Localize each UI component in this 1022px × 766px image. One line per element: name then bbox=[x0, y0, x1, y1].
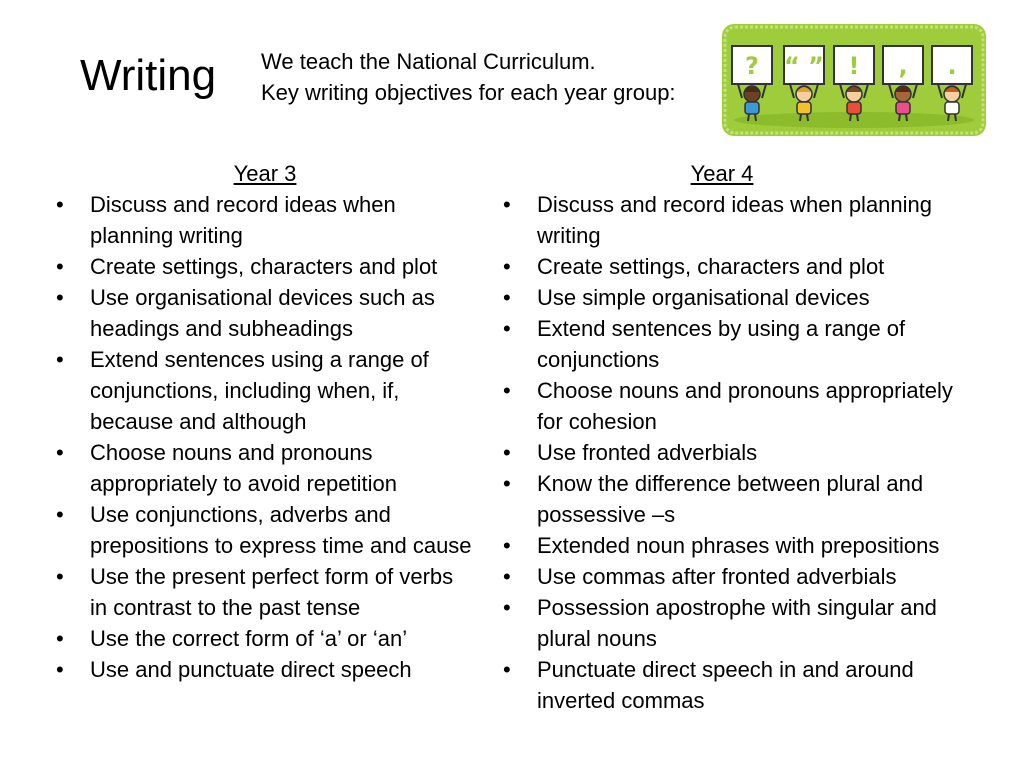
list-item-text: Use conjunctions, adverbs and prepositions to express time and cause bbox=[90, 502, 472, 558]
child-body bbox=[896, 102, 910, 114]
list-item-text: Use the present perfect form of verbs in contrast to the past tense bbox=[90, 564, 454, 620]
list-item bbox=[499, 189, 959, 251]
bullet-icon: • bbox=[56, 564, 64, 589]
list-item bbox=[499, 530, 959, 561]
sign-text: . bbox=[947, 52, 957, 80]
list-item bbox=[52, 561, 472, 623]
year-4-column bbox=[499, 158, 959, 716]
child-body bbox=[847, 102, 861, 114]
bullet-icon: • bbox=[503, 192, 511, 217]
bullet-icon: • bbox=[56, 440, 64, 465]
list-item-text: Discuss and record ideas when planning writing bbox=[537, 192, 933, 248]
list-item-text: Use fronted adverbials bbox=[537, 440, 758, 465]
sign-text: , bbox=[898, 52, 908, 80]
child-body bbox=[745, 102, 759, 114]
bullet-icon: • bbox=[503, 440, 511, 465]
intro-line-1: We teach the National Curriculum. bbox=[261, 49, 596, 74]
bullet-icon: • bbox=[503, 595, 511, 620]
list-item-text: Discuss and record ideas when planning writing bbox=[90, 192, 396, 248]
child-body bbox=[945, 102, 959, 114]
bullet-icon: • bbox=[503, 471, 511, 496]
bullet-icon: • bbox=[56, 285, 64, 310]
list-item bbox=[52, 623, 472, 654]
bullet-icon: • bbox=[56, 626, 64, 651]
bullet-icon: • bbox=[503, 657, 511, 682]
list-item-text: Know the difference between plural and possessive –s bbox=[537, 471, 924, 527]
list-item-text: Use commas after fronted adverbials bbox=[537, 564, 897, 589]
list-item bbox=[499, 468, 959, 530]
year-4-heading: Year 4 bbox=[690, 161, 754, 186]
list-item-text: Extend sentences using a range of conjunctions, including when, if, because and although bbox=[90, 347, 429, 434]
list-item-text: Punctuate direct speech in and around inverted commas bbox=[537, 657, 914, 713]
list-item bbox=[499, 251, 959, 282]
list-item bbox=[52, 654, 472, 685]
list-item bbox=[499, 313, 959, 375]
list-item-text: Create settings, characters and plot bbox=[537, 254, 885, 279]
bullet-icon: • bbox=[56, 347, 64, 372]
list-item bbox=[499, 561, 959, 592]
bullet-icon: • bbox=[503, 285, 511, 310]
intro-text bbox=[261, 46, 676, 108]
list-item-text: Create settings, characters and plot bbox=[90, 254, 438, 279]
list-item bbox=[52, 437, 472, 499]
bullet-icon: • bbox=[503, 533, 511, 558]
children-holding-punctuation-signs-illustration bbox=[722, 24, 986, 136]
list-item bbox=[52, 189, 472, 251]
list-item-text: Use simple organisational devices bbox=[537, 285, 870, 310]
year-3-heading: Year 3 bbox=[233, 161, 297, 186]
list-item bbox=[499, 592, 959, 654]
list-item-text: Choose nouns and pronouns appropriately for cohesion bbox=[537, 378, 953, 434]
sign-text: “ ” bbox=[784, 52, 824, 80]
bullet-icon: • bbox=[503, 564, 511, 589]
list-item bbox=[52, 344, 472, 437]
list-item-text: Use the correct form of ‘a’ or ‘an’ bbox=[90, 626, 408, 651]
year-3-column bbox=[52, 158, 472, 685]
list-item bbox=[52, 282, 472, 344]
page-title: Writing bbox=[80, 51, 217, 100]
year-4-objectives-list bbox=[499, 189, 959, 716]
bullet-icon: • bbox=[56, 657, 64, 682]
sign-text: ? bbox=[745, 52, 759, 80]
list-item bbox=[499, 375, 959, 437]
list-item-text: Choose nouns and pronouns appropriately to avoid repetition bbox=[90, 440, 397, 496]
list-item bbox=[499, 282, 959, 313]
bullet-icon: • bbox=[503, 316, 511, 341]
list-item bbox=[52, 499, 472, 561]
list-item-text: Possession apostrophe with singular and plural nouns bbox=[537, 595, 937, 651]
bullet-icon: • bbox=[56, 254, 64, 279]
list-item-text: Extended noun phrases with prepositions bbox=[537, 533, 940, 558]
bullet-icon: • bbox=[56, 502, 64, 527]
sign-text: ! bbox=[848, 52, 860, 80]
bullet-icon: • bbox=[56, 192, 64, 217]
list-item-text: Use organisational devices such as headings and subheadings bbox=[90, 285, 435, 341]
list-item-text: Use and punctuate direct speech bbox=[90, 657, 412, 682]
intro-line-2: Key writing objectives for each year group: bbox=[261, 80, 676, 105]
list-item bbox=[499, 654, 959, 716]
list-item-text: Extend sentences by using a range of conjunctions bbox=[537, 316, 906, 372]
bullet-icon: • bbox=[503, 254, 511, 279]
list-item bbox=[52, 251, 472, 282]
year-3-objectives-list bbox=[52, 189, 472, 685]
list-item bbox=[499, 437, 959, 468]
bullet-icon: • bbox=[503, 378, 511, 403]
child-body bbox=[797, 102, 811, 114]
